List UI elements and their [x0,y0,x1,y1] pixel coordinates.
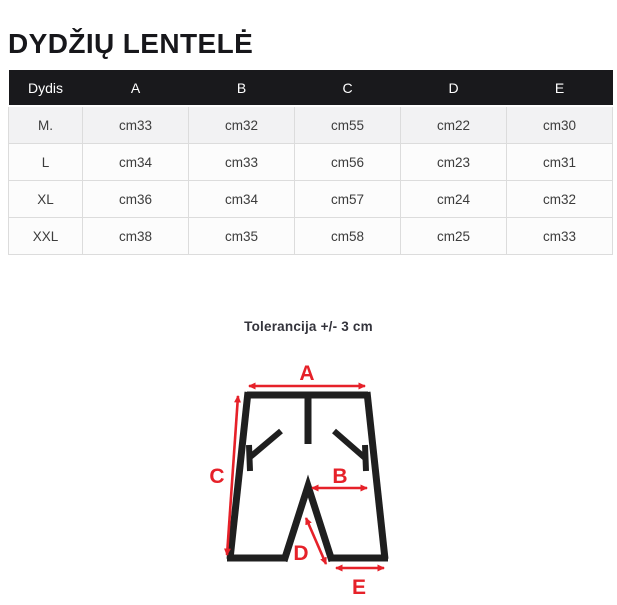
measurement-cell: cm38 [83,218,189,255]
dimension-label-b: B [332,465,348,488]
measurement-cell: cm24 [401,181,507,218]
measurement-cell: cm23 [401,144,507,181]
table-row [9,144,613,181]
measurement-cell: cm33 [189,144,295,181]
tolerance-note: Tolerancija +/- 3 cm [244,319,373,334]
header-d: D [401,70,507,106]
measurement-cell: cm30 [507,106,613,144]
shorts-measurement-diagram [178,352,442,600]
measurement-cell: cm57 [295,181,401,218]
measurement-cell: cm33 [507,218,613,255]
size-cell: XL [9,181,83,218]
dimension-label-a: A [299,362,315,385]
header-size: Dydis [9,70,83,106]
measurement-cell: cm22 [401,106,507,144]
measurement-cell: cm58 [295,218,401,255]
measurement-cell: cm34 [189,181,295,218]
shorts-right-seam [367,392,385,559]
dimension-label-c: C [209,465,225,488]
size-cell: M. [9,106,83,144]
measurement-cell: cm32 [189,106,295,144]
measurement-cell: cm31 [507,144,613,181]
shorts-diagram-svg [178,352,442,600]
measurement-cell: cm33 [83,106,189,144]
dimension-label-d: D [293,542,309,565]
dimension-label-e: E [351,576,367,599]
measurement-cell: cm32 [507,181,613,218]
size-table-header [9,70,613,106]
size-cell: XXL [9,218,83,255]
measurement-cell: cm34 [83,144,189,181]
left-pocket-line [249,431,281,471]
header-row [9,70,613,106]
header-c: C [295,70,401,106]
table-row [9,106,613,144]
measurement-cell: cm56 [295,144,401,181]
table-row [9,218,613,255]
table-row [9,181,613,218]
page-title: DYDŽIŲ LENTELĖ [8,27,254,59]
header-e: E [507,70,613,106]
shorts-outline [227,392,388,561]
header-b: B [189,70,295,106]
size-cell: L [9,144,83,181]
measurement-cell: cm36 [83,181,189,218]
header-a: A [83,70,189,106]
size-table [8,70,613,255]
measurement-cell: cm35 [189,218,295,255]
measurement-cell: cm55 [295,106,401,144]
measurement-cell: cm25 [401,218,507,255]
